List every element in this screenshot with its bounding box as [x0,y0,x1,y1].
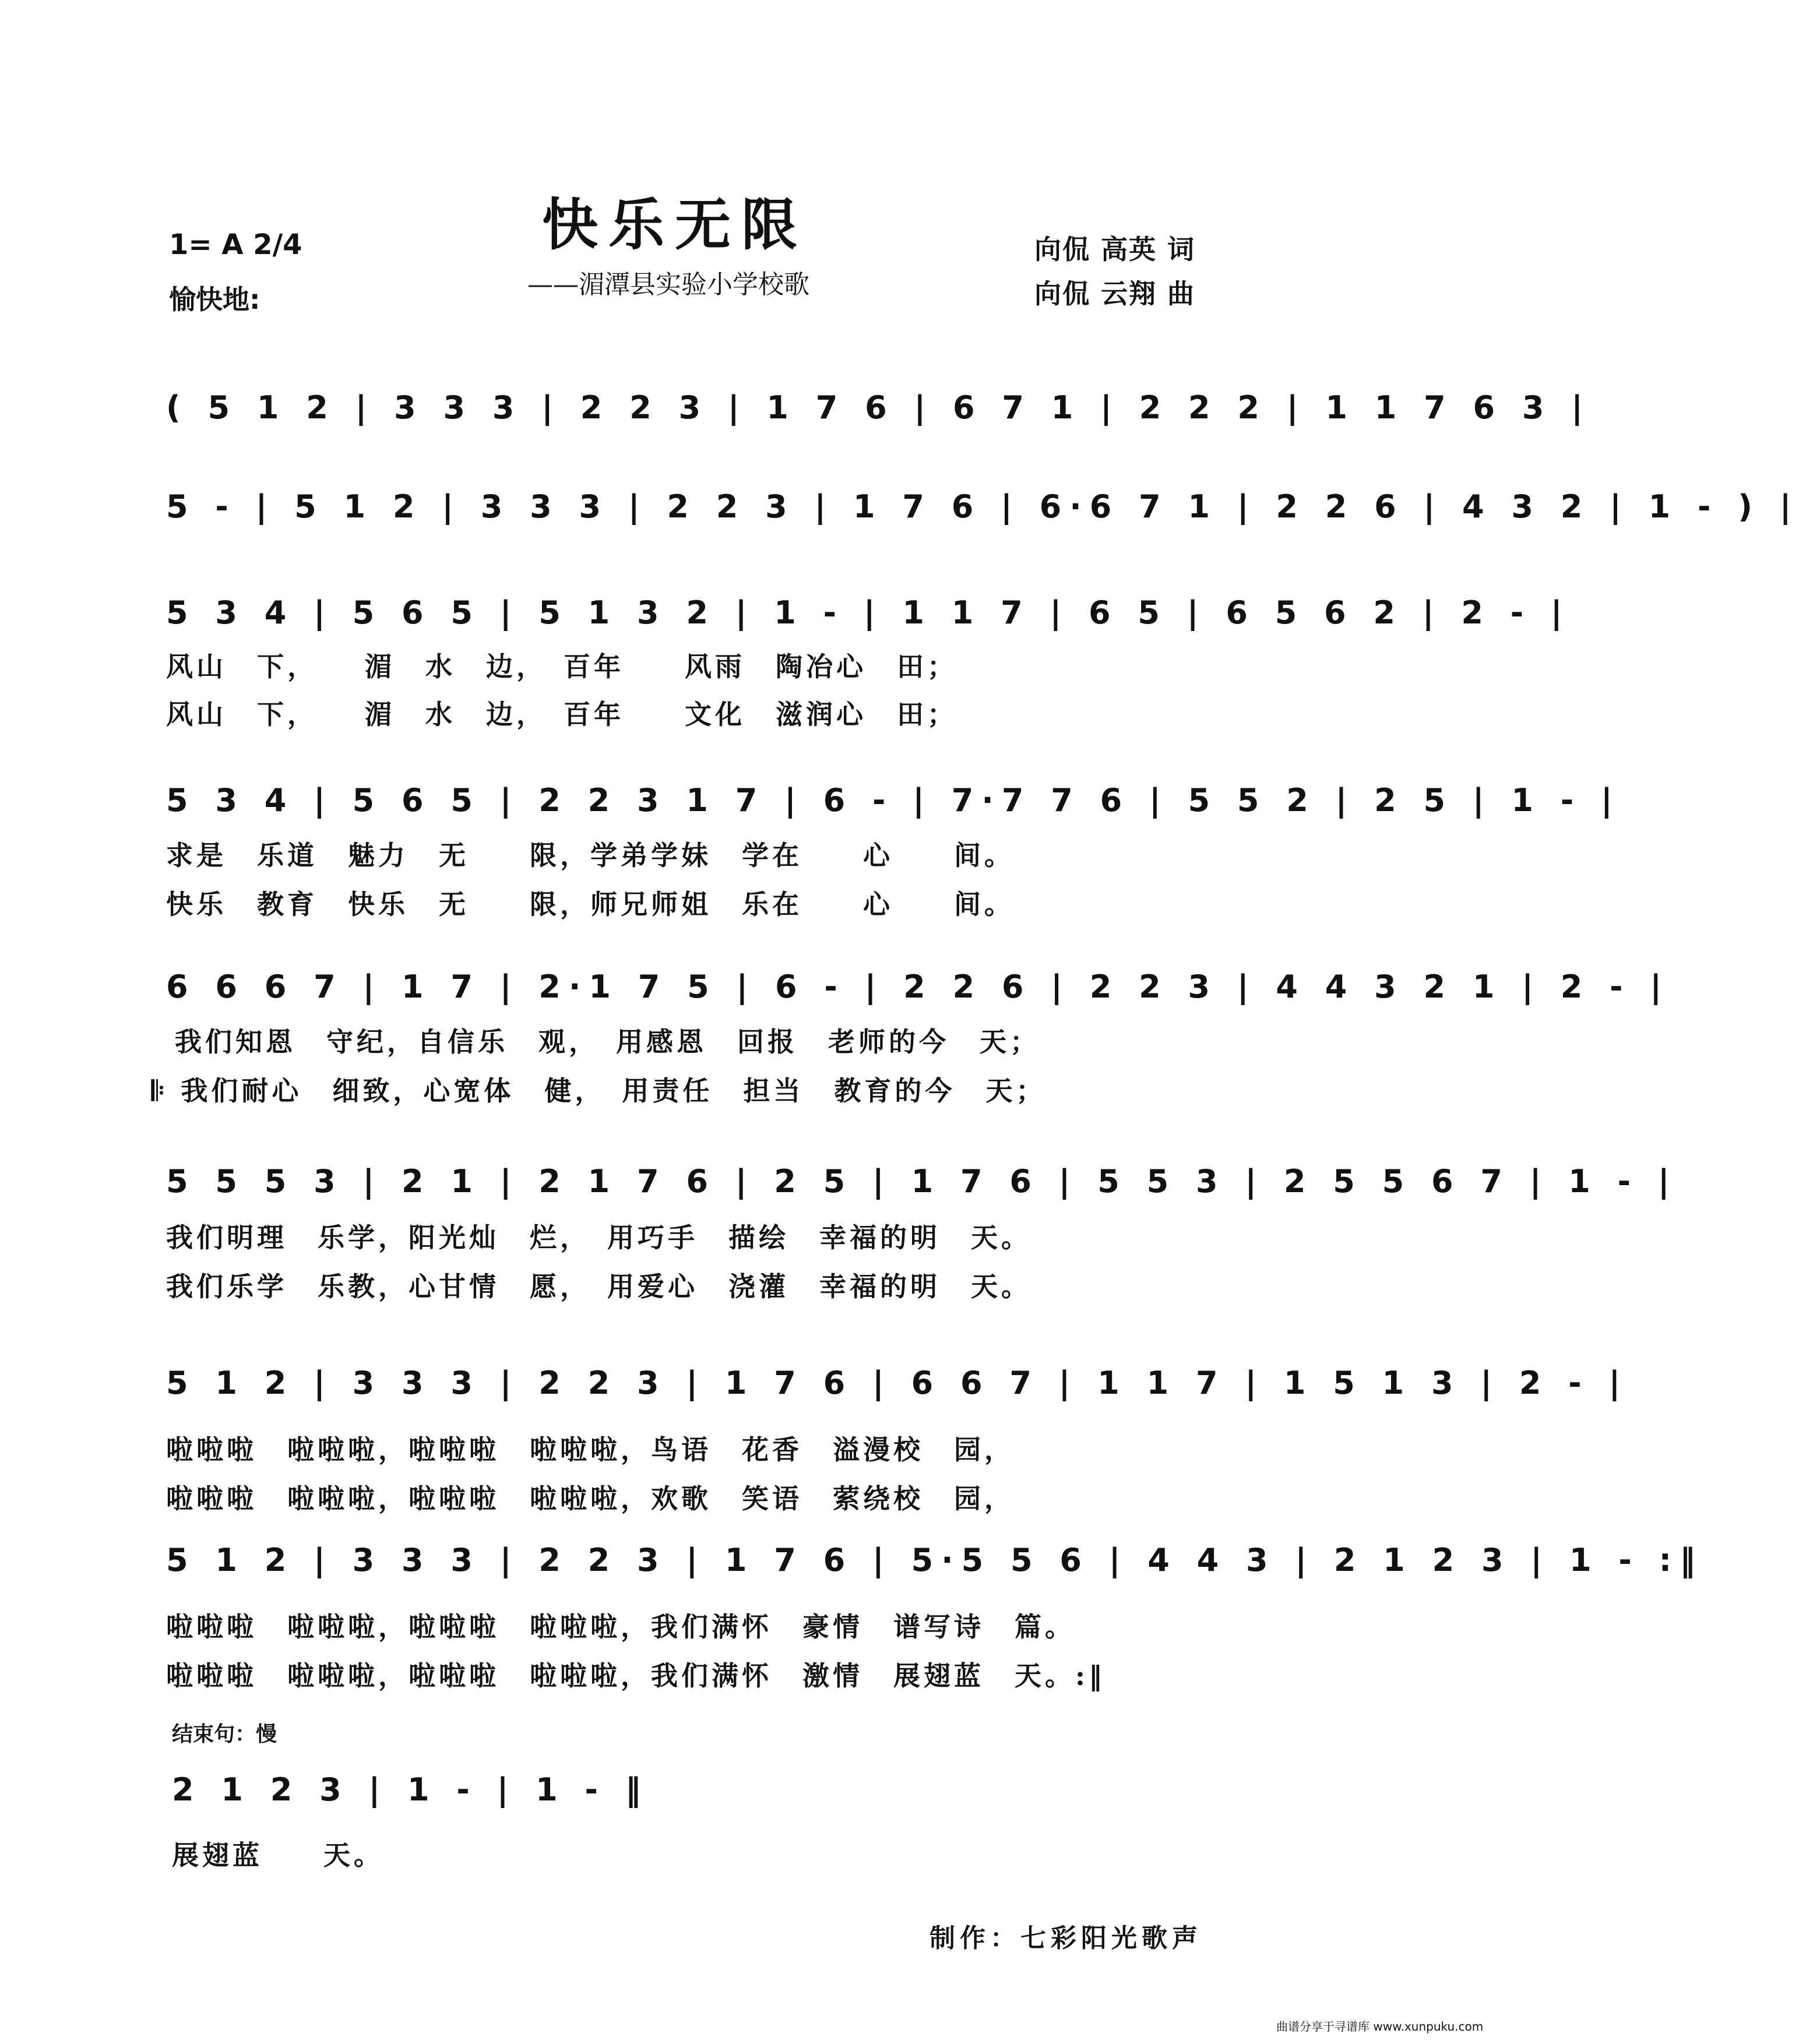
lyric-line: 𝄆 我们耐心 细致，心宽体 健， 用责任 担当 教育的今 天； [152,1075,1047,1106]
lyric-line: 啦啦啦 啦啦啦，啦啦啦 啦啦啦，鸟语 花香 溢漫校 园， [166,1434,1015,1465]
lyric-line: 啦啦啦 啦啦啦，啦啦啦 啦啦啦，我们满怀 激情 展翅蓝 天。:‖ [166,1660,1106,1691]
lyric-line: 啦啦啦 啦啦啦，啦啦啦 啦啦啦，欢歌 笑语 萦绕校 园， [166,1483,1015,1514]
song-title: 快乐无限 [542,192,808,258]
notation-line: 5 1 2 | 3 3 3 | 2 2 3 | 1 7 6 | 5·5 5 6 | 4 4 3 | 2 1 2 3 | 1 - :‖ [166,1542,1704,1578]
lyric-line: 我们知恩 守纪，自信乐 观， 用感恩 回报 老师的今 天； [175,1026,1040,1058]
producer-credit: 制作：七彩阳光歌声 [930,1923,1202,1953]
lyric-line: 我们乐学 乐教，心甘情 愿， 用爱心 浇灌 幸福的明 天。 [166,1271,1031,1302]
notation-line: 6 6 6 7 | 1 7 | 2·1 7 5 | 6 - | 2 2 6 | 2 2 3 | 4 4 3 2 1 | 2 - | [166,968,1670,1005]
notation-line: ( 5 1 2 | 3 3 3 | 2 2 3 | 1 7 6 | 6 7 1 | 2 2 2 | 1 1 7 6 3 | [166,389,1591,426]
notation-line: 5 - | 5 1 2 | 3 3 3 | 2 2 3 | 1 7 6 | 6·6 7 1 | 2 2 6 | 4 3 2 | 1 - ) | [166,488,1799,525]
lyric-line: 风山 下， 湄 水 边， 百年 风雨 陶冶心 田； [166,651,957,682]
composer-credit: 向侃 云翔 曲 [1034,278,1196,309]
key-signature: 1= A 2/4 [169,228,302,261]
tempo-marking: 愉快地: [169,284,260,315]
lyric-line: 风山 下， 湄 水 边， 百年 文化 滋润心 田； [166,699,957,730]
notation-line: 5 3 4 | 5 6 5 | 5 1 3 2 | 1 - | 1 1 7 | 6 5 | 6 5 6 2 | 2 - | [166,594,1571,631]
watermark-footer: 曲谱分享于寻谱库 www.xunpuku.com [1276,2020,1484,2034]
lyric-line: 啦啦啦 啦啦啦，啦啦啦 啦啦啦，我们满怀 豪情 谱写诗 篇。 [166,1611,1075,1643]
lyricist-credit: 向侃 高英 词 [1034,234,1196,265]
notation-line: 5 5 5 3 | 2 1 | 2 1 7 6 | 2 5 | 1 7 6 | 5 5 3 | 2 5 5 6 7 | 1 - | [166,1163,1678,1200]
lyric-line: 快乐 教育 快乐 无 限，师兄师姐 乐在 心 间。 [166,889,1015,920]
lyric-line: 我们明理 乐学，阳光灿 烂， 用巧手 描绘 幸福的明 天。 [166,1222,1031,1253]
song-subtitle: ——湄潭县实验小学校歌 [527,270,809,299]
ending-lyric: 展翅蓝 天。 [172,1839,384,1871]
notation-line: 5 1 2 | 3 3 3 | 2 2 3 | 1 7 6 | 6 6 7 | 1 1 7 | 1 5 1 3 | 2 - | [166,1365,1629,1401]
lyric-line: 求是 乐道 魅力 无 限，学弟学妹 学在 心 间。 [166,840,1015,871]
ending-label: 结束句：慢 [172,1722,277,1746]
ending-notation: 2 1 2 3 | 1 - | 1 - ‖ [172,1771,649,1808]
notation-line: 5 3 4 | 5 6 5 | 2 2 3 1 7 | 6 - | 7·7 7 6 | 5 5 2 | 2 5 | 1 - | [166,782,1621,819]
